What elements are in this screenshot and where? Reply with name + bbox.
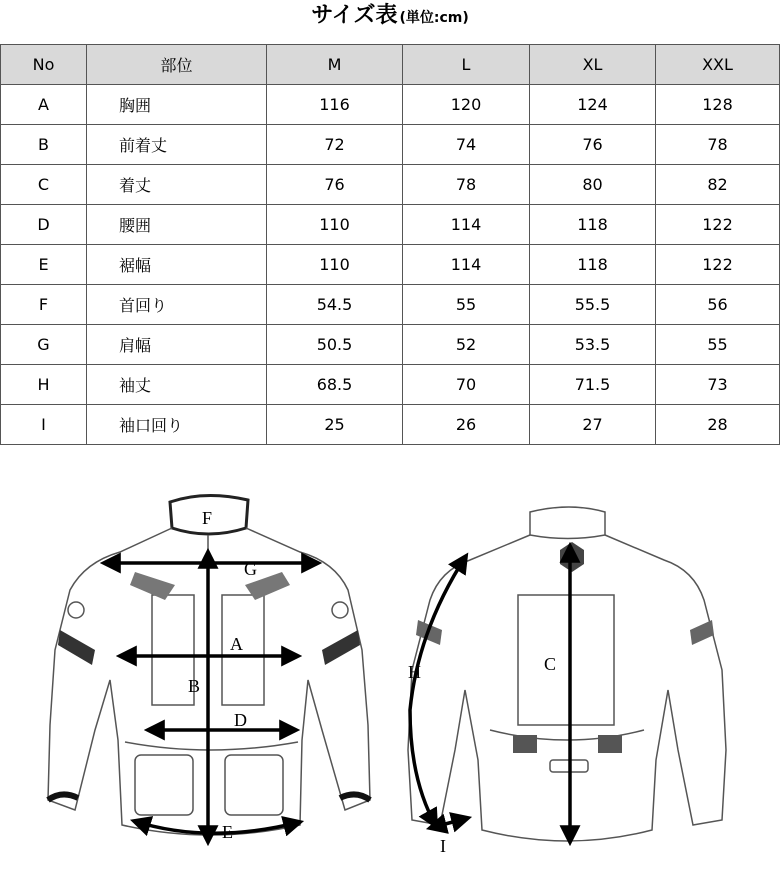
row-l: 120	[403, 85, 530, 125]
row-l: 52	[403, 325, 530, 365]
row-l: 114	[403, 245, 530, 285]
title-main: サイズ表	[311, 3, 398, 28]
row-xxl: 55	[656, 325, 780, 365]
header-no: No	[1, 45, 87, 85]
row-m: 116	[267, 85, 403, 125]
row-m: 54.5	[267, 285, 403, 325]
row-l: 70	[403, 365, 530, 405]
row-m: 110	[267, 205, 403, 245]
row-part: 裾幅	[87, 245, 267, 285]
row-m: 25	[267, 405, 403, 445]
row-xl: 118	[530, 205, 656, 245]
row-m: 72	[267, 125, 403, 165]
row-no: I	[1, 405, 87, 445]
row-xl: 27	[530, 405, 656, 445]
row-m: 50.5	[267, 325, 403, 365]
header-m: M	[267, 45, 403, 85]
table-header-row	[1, 45, 780, 85]
row-no: H	[1, 365, 87, 405]
label-b: B	[188, 676, 201, 696]
row-l: 114	[403, 205, 530, 245]
row-m: 110	[267, 245, 403, 285]
size-table	[0, 44, 780, 445]
header-xl: XL	[530, 45, 656, 85]
row-part: 肩幅	[87, 325, 267, 365]
row-no: D	[1, 205, 87, 245]
row-part: 着丈	[87, 165, 267, 205]
row-part: 前着丈	[87, 125, 267, 165]
row-xl: 80	[530, 165, 656, 205]
table-row	[1, 245, 780, 285]
header-xxl: XXL	[656, 45, 780, 85]
label-f: F	[202, 508, 213, 528]
table-row	[1, 125, 780, 165]
row-xxl: 128	[656, 85, 780, 125]
row-xxl: 122	[656, 245, 780, 285]
row-xl: 118	[530, 245, 656, 285]
row-xl: 53.5	[530, 325, 656, 365]
label-e: E	[222, 822, 233, 842]
row-xl: 71.5	[530, 365, 656, 405]
row-part: 袖口回り	[87, 405, 267, 445]
label-g: G	[244, 559, 257, 579]
label-c: C	[544, 654, 557, 674]
table-row	[1, 85, 780, 125]
row-l: 78	[403, 165, 530, 205]
back-jacket-illustration	[408, 507, 726, 841]
row-xxl: 73	[656, 365, 780, 405]
table-row	[1, 285, 780, 325]
row-xxl: 122	[656, 205, 780, 245]
page-title	[0, 0, 780, 40]
table-row	[1, 165, 780, 205]
label-h: H	[408, 662, 421, 682]
row-no: A	[1, 85, 87, 125]
row-xl: 55.5	[530, 285, 656, 325]
row-xxl: 56	[656, 285, 780, 325]
row-xxl: 82	[656, 165, 780, 205]
row-part: 首回り	[87, 285, 267, 325]
row-m: 68.5	[267, 365, 403, 405]
row-xxl: 28	[656, 405, 780, 445]
row-no: E	[1, 245, 87, 285]
table-row	[1, 325, 780, 365]
front-measurement-arrows	[104, 552, 318, 842]
row-part: 袖丈	[87, 365, 267, 405]
row-xl: 124	[530, 85, 656, 125]
row-xl: 76	[530, 125, 656, 165]
row-l: 74	[403, 125, 530, 165]
row-no: G	[1, 325, 87, 365]
label-i: I	[440, 836, 446, 856]
title-unit: (単位:cm)	[399, 10, 469, 26]
row-no: C	[1, 165, 87, 205]
row-no: F	[1, 285, 87, 325]
table-row	[1, 405, 780, 445]
table-row	[1, 365, 780, 405]
row-part: 腰囲	[87, 205, 267, 245]
row-part: 胸囲	[87, 85, 267, 125]
row-l: 26	[403, 405, 530, 445]
header-part: 部位	[87, 45, 267, 85]
row-l: 55	[403, 285, 530, 325]
table-row	[1, 205, 780, 245]
label-a: A	[230, 634, 243, 654]
header-l: L	[403, 45, 530, 85]
row-xxl: 78	[656, 125, 780, 165]
row-m: 76	[267, 165, 403, 205]
label-d: D	[234, 710, 247, 730]
jacket-diagram	[0, 480, 780, 871]
row-no: B	[1, 125, 87, 165]
